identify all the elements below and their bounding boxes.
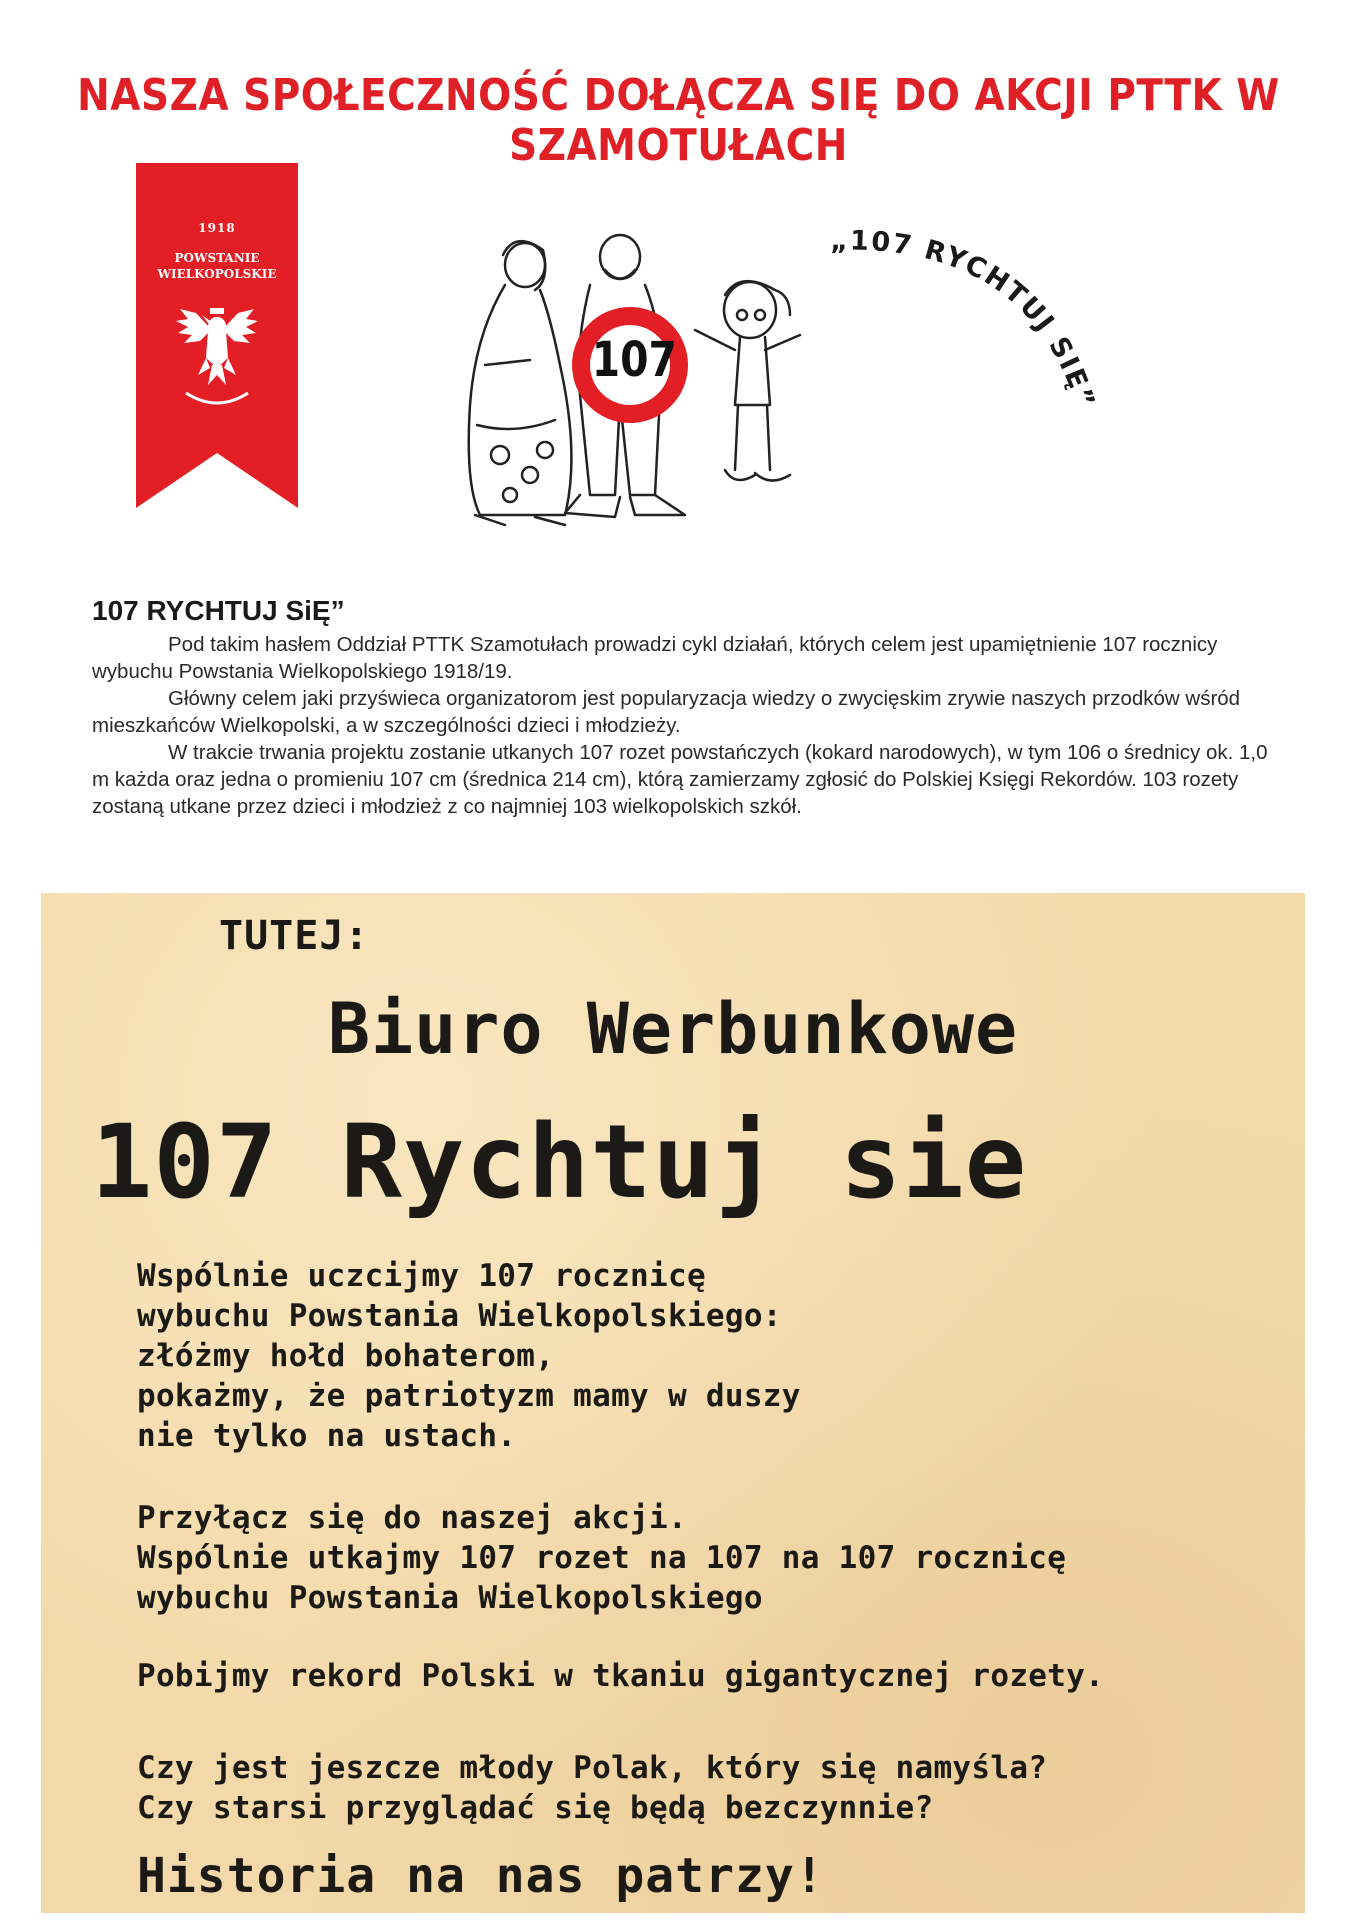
headline: NASZA SPOŁECZNOŚĆ DOŁĄCZA SIĘ DO AKCJI PTTK W SZAMOTUŁACH (77, 70, 1280, 172)
arc-slogan-text: „107 RYCHTUJ SIĘ” (829, 225, 1101, 414)
poster-line: nie tylko na ustach. (137, 1418, 517, 1454)
poster-line: Wspólnie utkajmy 107 rozet na 107 na 107 rocznicę (137, 1540, 1067, 1576)
poster-line: Przyłącz się do naszej akcji. (137, 1500, 687, 1536)
poster-line: złóżmy hołd bohaterom, (137, 1338, 555, 1374)
girl-figure (695, 281, 800, 480)
svg-text:„107 RYCHTUJ SIĘ” (830, 225, 1101, 413)
poster-line: pokażmy, że patriotyzm mamy w duszy (137, 1378, 801, 1414)
article-paragraph: W trakcie trwania projektu zostanie utkanych 107 rozet powstańczych (kokard narodowych), w tym 106 o średnicy ok. 1,0 m każda oraz jedna o promieniu 107 cm (średnica 214 cm), którą zamierzamy zgłosić do Polskiej Księgi Rekordów. 103 rozety zostaną utkane przez dzieci i młodzież z co najmniej 103 wielkopolskich szkół. (92, 741, 1268, 818)
poster-paragraph-1 (137, 1256, 801, 1456)
article (92, 595, 1272, 820)
poster-line: Pobijmy rekord Polski w tkaniu gigantycznej rozety. (137, 1658, 1105, 1694)
poster-tutej: TUTEJ: (219, 913, 370, 959)
poster-closing: Historia na nas patrzy! (137, 1848, 825, 1904)
sign-107-label: 107 (591, 332, 677, 388)
poster-paragraph-4 (137, 1748, 1047, 1828)
poster-line: wybuchu Powstania Wielkopolskiego: (137, 1298, 782, 1334)
arc-slogan (820, 220, 1150, 500)
banner-ribbon-icon (136, 163, 298, 508)
grandma-figure (469, 241, 572, 525)
poster-line: Wspólnie uczcijmy 107 rocznicę (137, 1258, 706, 1294)
banner-year: 1918 (198, 221, 236, 235)
poster-line: wybuchu Powstania Wielkopolskiego (137, 1580, 763, 1616)
article-paragraph: Główny celem jaki przyświeca organizatorom jest popularyzacja wiedzy o zwycięskim zrywie naszych przodków wśród mieszkańców Wielkopolski, a w szczególności dzieci i młodzieży. (92, 687, 1241, 737)
poster-biuro-title: Biuro Werbunkowe (327, 988, 1019, 1070)
poster-line: Czy starsi przyglądać się będą bezczynnie? (137, 1790, 934, 1826)
article-title: 107 RYCHTUJ SiĘ” (92, 595, 345, 626)
poster-paragraph-2 (137, 1498, 1066, 1618)
recruitment-poster (41, 893, 1305, 1913)
article-paragraph: Pod takim hasłem Oddział PTTK Szamotułach prowadzi cykl działań, których celem jest upamiętnienie 107 rocznicy wybuchu Powstania Wielkopolskiego 1918/19. (92, 633, 1218, 683)
powstanie-wielkopolskie-banner (136, 163, 298, 508)
poster-big-title: 107 Rychtuj sie (91, 1103, 1028, 1222)
poster-line: Czy jest jeszcze młody Polak, który się namyśla? (137, 1750, 1048, 1786)
banner-line2: WIELKOPOLSKIE (157, 267, 277, 281)
banner-line1: POWSTANIE (174, 251, 260, 265)
poster-paragraph-3 (137, 1656, 1104, 1696)
